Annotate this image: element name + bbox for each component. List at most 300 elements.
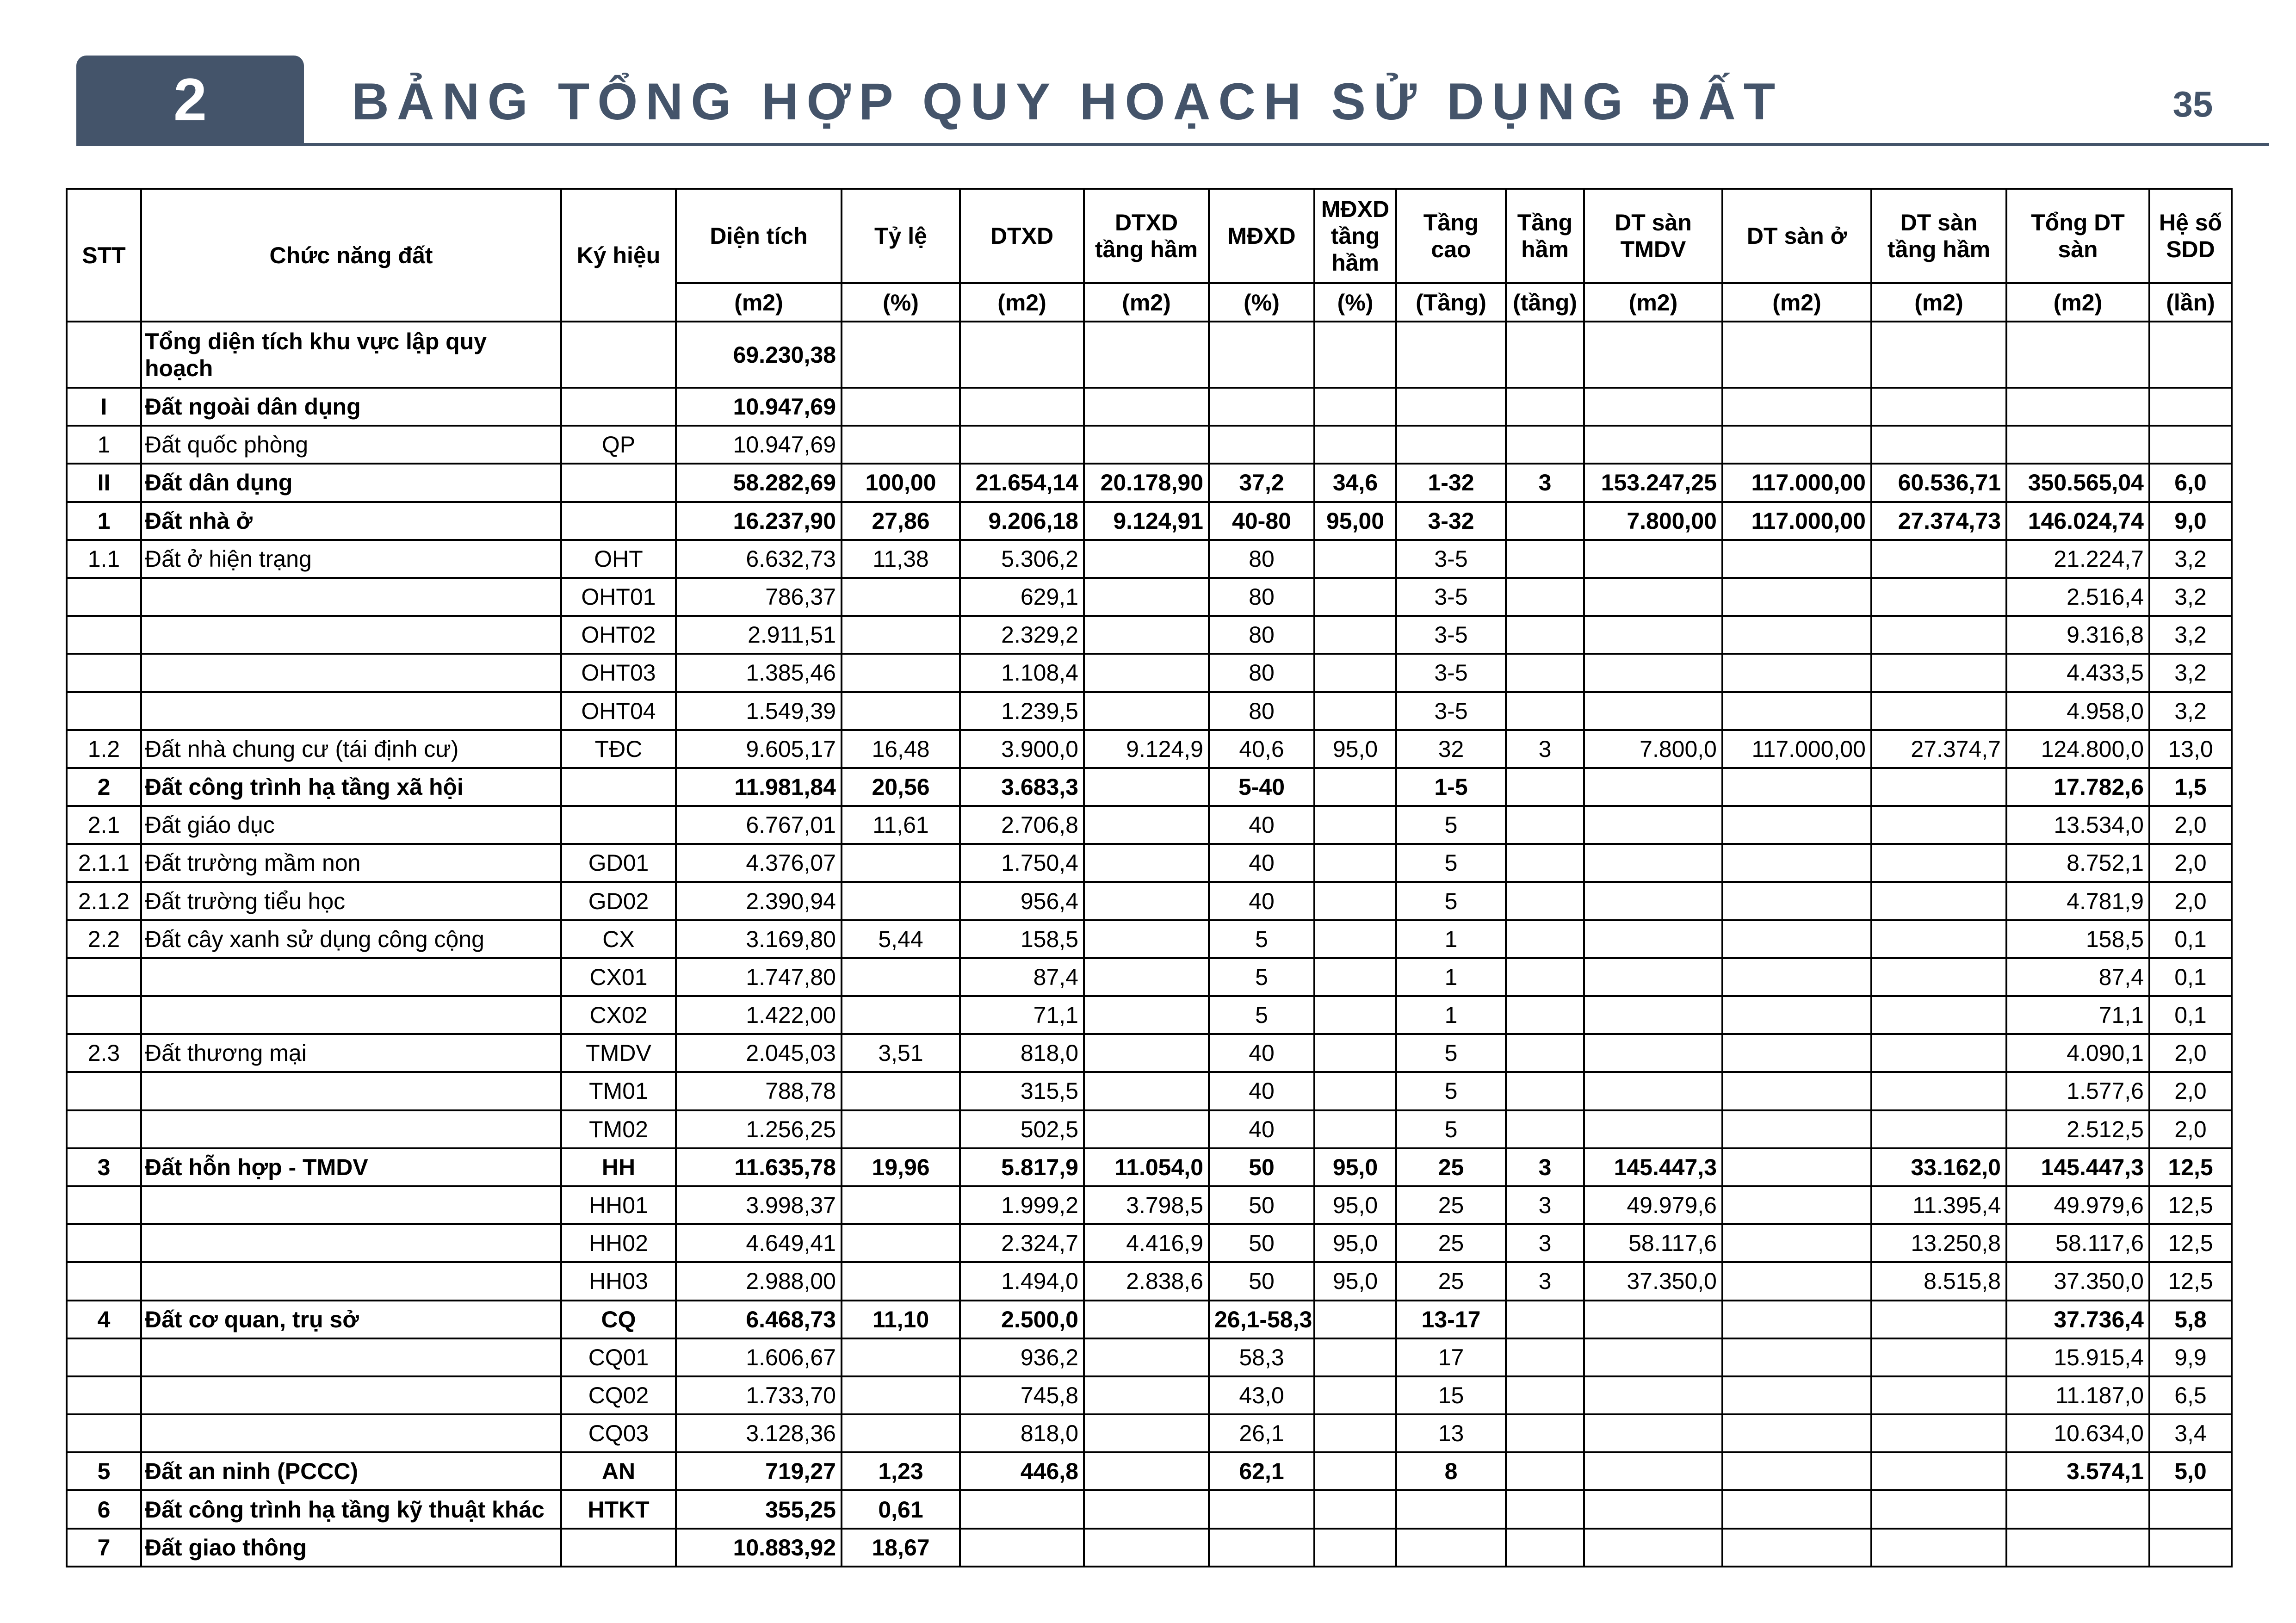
basement-floors-cell [1506, 1301, 1584, 1338]
dtxd-basement-cell [1084, 958, 1209, 996]
area-cell: 719,27 [676, 1452, 842, 1490]
stt-cell [67, 958, 141, 996]
stt-cell: II [67, 464, 141, 502]
unit-dtxd-basement: (m2) [1084, 283, 1209, 322]
ratio-cell [842, 1072, 960, 1110]
unit-floor-area-residential: (m2) [1722, 283, 1871, 322]
col-header-floors: Tầng cao [1396, 189, 1506, 283]
dtxd-basement-cell [1084, 1452, 1209, 1490]
basement-floors-cell [1506, 768, 1584, 806]
col-header-stt: STT [67, 189, 141, 322]
mdxd-basement-cell: 95,0 [1314, 1262, 1396, 1300]
ratio-cell: 19,96 [842, 1148, 960, 1186]
dtxd-cell: 5.306,2 [960, 540, 1084, 578]
function-cell: Đất công trình hạ tầng kỹ thuật khác [141, 1490, 561, 1528]
dtxd-basement-cell: 20.178,90 [1084, 464, 1209, 502]
unit-area: (m2) [676, 283, 842, 322]
mdxd-cell: 5 [1209, 920, 1314, 958]
floor-area-commercial-cell: 49.979,6 [1584, 1186, 1722, 1224]
area-cell: 1.747,80 [676, 958, 842, 996]
land-use-table [66, 188, 2233, 1567]
mdxd-cell: 40 [1209, 806, 1314, 844]
dtxd-cell [960, 388, 1084, 426]
col-header-dtxd-basement: DTXD tầng hầm [1084, 189, 1209, 283]
mdxd-cell: 40 [1209, 882, 1314, 920]
floor-area-residential-cell [1722, 322, 1871, 388]
code-cell: AN [561, 1452, 676, 1490]
floors-cell: 3-5 [1396, 616, 1506, 654]
area-cell: 1.256,25 [676, 1110, 842, 1148]
mdxd-basement-cell [1314, 920, 1396, 958]
floors-cell: 5 [1396, 882, 1506, 920]
area-cell: 10.947,69 [676, 388, 842, 426]
dtxd-basement-cell [1084, 1376, 1209, 1414]
function-cell [141, 1376, 561, 1414]
floors-cell: 5 [1396, 806, 1506, 844]
function-cell [141, 996, 561, 1034]
dtxd-cell: 2.500,0 [960, 1301, 1084, 1338]
ratio-cell: 5,44 [842, 920, 960, 958]
total-floor-area-cell: 15.915,4 [2006, 1338, 2149, 1376]
floors-cell: 1-5 [1396, 768, 1506, 806]
area-cell: 6.468,73 [676, 1301, 842, 1338]
col-header-ratio: Tỷ lệ [842, 189, 960, 283]
floor-area-residential-cell [1722, 1338, 1871, 1376]
stt-cell: 3 [67, 1148, 141, 1186]
code-cell [561, 322, 676, 388]
code-cell: CQ03 [561, 1414, 676, 1452]
basement-floors-cell [1506, 1529, 1584, 1567]
floors-cell: 25 [1396, 1148, 1506, 1186]
mdxd-basement-cell [1314, 1376, 1396, 1414]
basement-floors-cell [1506, 1034, 1584, 1072]
table-row [67, 322, 2232, 388]
mdxd-basement-cell [1314, 692, 1396, 730]
floor-area-commercial-cell: 58.117,6 [1584, 1224, 1722, 1262]
code-cell: GD02 [561, 882, 676, 920]
code-cell: HH03 [561, 1262, 676, 1300]
floor-area-commercial-cell [1584, 768, 1722, 806]
mdxd-basement-cell [1314, 1452, 1396, 1490]
floor-area-commercial-cell [1584, 1338, 1722, 1376]
table-body [67, 322, 2232, 1567]
floor-area-residential-cell [1722, 1529, 1871, 1567]
unit-floor-area-basement: (m2) [1871, 283, 2006, 322]
floor-area-commercial-cell [1584, 654, 1722, 692]
code-cell: TM02 [561, 1110, 676, 1148]
table-row [67, 958, 2232, 996]
area-cell: 58.282,69 [676, 464, 842, 502]
mdxd-cell: 40 [1209, 844, 1314, 882]
mdxd-cell: 50 [1209, 1148, 1314, 1186]
section-number-badge [76, 56, 304, 143]
far-cell: 12,5 [2149, 1262, 2232, 1300]
far-cell: 2,0 [2149, 1034, 2232, 1072]
floors-cell: 17 [1396, 1338, 1506, 1376]
unit-mdxd: (%) [1209, 283, 1314, 322]
col-header-mdxd-basement: MĐXD tầng hầm [1314, 189, 1396, 283]
ratio-cell: 16,48 [842, 730, 960, 768]
floor-area-basement-cell: 60.536,71 [1871, 464, 2006, 502]
floor-area-residential-cell [1722, 882, 1871, 920]
floor-area-residential-cell [1722, 654, 1871, 692]
code-cell [561, 464, 676, 502]
stt-cell: 7 [67, 1529, 141, 1567]
table-header-row [67, 189, 2232, 283]
table-row [67, 882, 2232, 920]
code-cell: HTKT [561, 1490, 676, 1528]
code-cell: CQ [561, 1301, 676, 1338]
floor-area-residential-cell [1722, 1148, 1871, 1186]
table-row [67, 1224, 2232, 1262]
floor-area-commercial-cell [1584, 1072, 1722, 1110]
floors-cell: 5 [1396, 1072, 1506, 1110]
stt-cell: 2 [67, 768, 141, 806]
table-row [67, 616, 2232, 654]
basement-floors-cell: 3 [1506, 730, 1584, 768]
mdxd-cell: 58,3 [1209, 1338, 1314, 1376]
unit-floors: (Tầng) [1396, 283, 1506, 322]
table-row [67, 654, 2232, 692]
floor-area-basement-cell [1871, 920, 2006, 958]
table-row [67, 1186, 2232, 1224]
table-row [67, 1034, 2232, 1072]
ratio-cell [842, 1110, 960, 1148]
total-floor-area-cell: 4.090,1 [2006, 1034, 2149, 1072]
dtxd-cell: 1.999,2 [960, 1186, 1084, 1224]
mdxd-basement-cell: 34,6 [1314, 464, 1396, 502]
far-cell [2149, 388, 2232, 426]
dtxd-cell: 71,1 [960, 996, 1084, 1034]
basement-floors-cell [1506, 426, 1584, 464]
floor-area-basement-cell [1871, 654, 2006, 692]
ratio-cell: 18,67 [842, 1529, 960, 1567]
floor-area-basement-cell [1871, 540, 2006, 578]
mdxd-cell [1209, 388, 1314, 426]
floor-area-commercial-cell [1584, 322, 1722, 388]
ratio-cell: 20,56 [842, 768, 960, 806]
mdxd-basement-cell: 95,0 [1314, 730, 1396, 768]
code-cell [561, 1529, 676, 1567]
floor-area-commercial-cell [1584, 844, 1722, 882]
floor-area-commercial-cell: 7.800,0 [1584, 730, 1722, 768]
mdxd-cell: 40,6 [1209, 730, 1314, 768]
code-cell: OHT02 [561, 616, 676, 654]
floor-area-basement-cell [1871, 1338, 2006, 1376]
code-cell: HH02 [561, 1224, 676, 1262]
stt-cell: 2.1.2 [67, 882, 141, 920]
stt-cell: 2.3 [67, 1034, 141, 1072]
floor-area-basement-cell [1871, 1376, 2006, 1414]
floor-area-commercial-cell: 153.247,25 [1584, 464, 1722, 502]
area-cell: 1.422,00 [676, 996, 842, 1034]
floor-area-commercial-cell [1584, 958, 1722, 996]
total-floor-area-cell: 2.512,5 [2006, 1110, 2149, 1148]
ratio-cell [842, 1376, 960, 1414]
dtxd-basement-cell [1084, 1110, 1209, 1148]
dtxd-cell: 2.329,2 [960, 616, 1084, 654]
dtxd-basement-cell: 9.124,91 [1084, 502, 1209, 540]
total-floor-area-cell: 87,4 [2006, 958, 2149, 996]
floor-area-basement-cell [1871, 806, 2006, 844]
floor-area-basement-cell [1871, 322, 2006, 388]
floors-cell: 25 [1396, 1186, 1506, 1224]
floor-area-residential-cell [1722, 1110, 1871, 1148]
ratio-cell: 11,38 [842, 540, 960, 578]
total-floor-area-cell [2006, 322, 2149, 388]
far-cell: 9,0 [2149, 502, 2232, 540]
mdxd-cell: 37,2 [1209, 464, 1314, 502]
dtxd-basement-cell [1084, 768, 1209, 806]
mdxd-basement-cell [1314, 1034, 1396, 1072]
floor-area-commercial-cell [1584, 692, 1722, 730]
dtxd-cell: 629,1 [960, 578, 1084, 616]
stt-cell [67, 1110, 141, 1148]
code-cell: CQ02 [561, 1376, 676, 1414]
col-header-far: Hệ số SDD [2149, 189, 2232, 283]
table-row [67, 730, 2232, 768]
total-floor-area-cell: 21.224,7 [2006, 540, 2149, 578]
floors-cell [1396, 388, 1506, 426]
far-cell [2149, 1529, 2232, 1567]
basement-floors-cell: 3 [1506, 464, 1584, 502]
mdxd-basement-cell [1314, 958, 1396, 996]
function-cell [141, 958, 561, 996]
area-cell: 3.998,37 [676, 1186, 842, 1224]
total-floor-area-cell: 4.781,9 [2006, 882, 2149, 920]
code-cell: HH [561, 1148, 676, 1186]
function-cell [141, 1338, 561, 1376]
unit-basement-floors: (tầng) [1506, 283, 1584, 322]
basement-floors-cell [1506, 1338, 1584, 1376]
floor-area-basement-cell [1871, 388, 2006, 426]
stt-cell: 1.1 [67, 540, 141, 578]
total-floor-area-cell [2006, 388, 2149, 426]
area-cell: 6.632,73 [676, 540, 842, 578]
ratio-cell [842, 1224, 960, 1262]
unit-mdxd-basement: (%) [1314, 283, 1396, 322]
floors-cell: 1-32 [1396, 464, 1506, 502]
col-header-dtxd: DTXD [960, 189, 1084, 283]
basement-floors-cell [1506, 844, 1584, 882]
col-header-code: Ký hiệu [561, 189, 676, 322]
floor-area-basement-cell: 11.395,4 [1871, 1186, 2006, 1224]
table-row [67, 844, 2232, 882]
code-cell: CX01 [561, 958, 676, 996]
far-cell: 2,0 [2149, 1072, 2232, 1110]
code-cell: TĐC [561, 730, 676, 768]
dtxd-cell: 1.108,4 [960, 654, 1084, 692]
dtxd-basement-cell [1084, 1034, 1209, 1072]
area-cell: 2.911,51 [676, 616, 842, 654]
far-cell: 13,0 [2149, 730, 2232, 768]
area-cell: 10.947,69 [676, 426, 842, 464]
floor-area-commercial-cell [1584, 920, 1722, 958]
floor-area-basement-cell [1871, 1034, 2006, 1072]
total-floor-area-cell: 2.516,4 [2006, 578, 2149, 616]
ratio-cell [842, 616, 960, 654]
mdxd-basement-cell [1314, 1110, 1396, 1148]
total-floor-area-cell: 1.577,6 [2006, 1072, 2149, 1110]
table-row [67, 1376, 2232, 1414]
floor-area-commercial-cell: 37.350,0 [1584, 1262, 1722, 1300]
function-cell: Đất giao thông [141, 1529, 561, 1567]
dtxd-basement-cell [1084, 806, 1209, 844]
code-cell: OHT [561, 540, 676, 578]
far-cell: 3,2 [2149, 692, 2232, 730]
total-floor-area-cell: 11.187,0 [2006, 1376, 2149, 1414]
table-row [67, 1301, 2232, 1338]
basement-floors-cell [1506, 654, 1584, 692]
dtxd-basement-cell [1084, 1414, 1209, 1452]
floor-area-residential-cell [1722, 1452, 1871, 1490]
mdxd-cell: 43,0 [1209, 1376, 1314, 1414]
total-floor-area-cell: 4.958,0 [2006, 692, 2149, 730]
total-floor-area-cell [2006, 1529, 2149, 1567]
dtxd-basement-cell [1084, 1490, 1209, 1528]
floor-area-basement-cell: 8.515,8 [1871, 1262, 2006, 1300]
table-row [67, 1072, 2232, 1110]
basement-floors-cell [1506, 1490, 1584, 1528]
floor-area-basement-cell [1871, 958, 2006, 996]
basement-floors-cell [1506, 616, 1584, 654]
function-cell: Đất ngoài dân dụng [141, 388, 561, 426]
area-cell: 9.605,17 [676, 730, 842, 768]
floor-area-residential-cell [1722, 616, 1871, 654]
floor-area-basement-cell [1871, 616, 2006, 654]
code-cell [561, 806, 676, 844]
floor-area-residential-cell [1722, 1376, 1871, 1414]
floor-area-residential-cell [1722, 1490, 1871, 1528]
dtxd-cell: 5.817,9 [960, 1148, 1084, 1186]
dtxd-cell: 9.206,18 [960, 502, 1084, 540]
dtxd-basement-cell [1084, 1072, 1209, 1110]
floor-area-basement-cell [1871, 1301, 2006, 1338]
total-floor-area-cell: 37.736,4 [2006, 1301, 2149, 1338]
header-divider [76, 143, 2269, 146]
unit-floor-area-commercial: (m2) [1584, 283, 1722, 322]
dtxd-basement-cell [1084, 322, 1209, 388]
mdxd-cell: 80 [1209, 654, 1314, 692]
page-number: 35 [2172, 84, 2213, 124]
mdxd-basement-cell [1314, 806, 1396, 844]
code-cell: CQ01 [561, 1338, 676, 1376]
floor-area-commercial-cell [1584, 996, 1722, 1034]
floor-area-residential-cell: 117.000,00 [1722, 730, 1871, 768]
floor-area-residential-cell [1722, 1186, 1871, 1224]
mdxd-cell: 5 [1209, 996, 1314, 1034]
floor-area-basement-cell: 33.162,0 [1871, 1148, 2006, 1186]
table-row [67, 1414, 2232, 1452]
mdxd-cell: 62,1 [1209, 1452, 1314, 1490]
floors-cell: 5 [1396, 1110, 1506, 1148]
mdxd-basement-cell [1314, 882, 1396, 920]
stt-cell [67, 1072, 141, 1110]
table-row [67, 388, 2232, 426]
area-cell: 4.376,07 [676, 844, 842, 882]
table-row [67, 540, 2232, 578]
floors-cell: 1 [1396, 996, 1506, 1034]
mdxd-basement-cell [1314, 1529, 1396, 1567]
dtxd-basement-cell [1084, 426, 1209, 464]
far-cell: 2,0 [2149, 844, 2232, 882]
far-cell: 5,0 [2149, 1452, 2232, 1490]
floor-area-residential-cell [1722, 1414, 1871, 1452]
basement-floors-cell [1506, 388, 1584, 426]
dtxd-cell: 1.494,0 [960, 1262, 1084, 1300]
ratio-cell [842, 388, 960, 426]
function-cell: Đất cơ quan, trụ sở [141, 1301, 561, 1338]
function-cell: Đất công trình hạ tầng xã hội [141, 768, 561, 806]
floor-area-commercial-cell [1584, 388, 1722, 426]
total-floor-area-cell: 146.024,74 [2006, 502, 2149, 540]
function-cell: Đất giáo dục [141, 806, 561, 844]
floor-area-commercial-cell [1584, 882, 1722, 920]
mdxd-cell: 40 [1209, 1110, 1314, 1148]
far-cell: 5,8 [2149, 1301, 2232, 1338]
floor-area-basement-cell [1871, 1072, 2006, 1110]
floor-area-commercial-cell [1584, 1414, 1722, 1452]
ratio-cell [842, 578, 960, 616]
total-floor-area-cell: 350.565,04 [2006, 464, 2149, 502]
dtxd-cell: 2.324,7 [960, 1224, 1084, 1262]
unit-dtxd: (m2) [960, 283, 1084, 322]
table-row [67, 1148, 2232, 1186]
dtxd-cell: 745,8 [960, 1376, 1084, 1414]
stt-cell [67, 1338, 141, 1376]
area-cell: 16.237,90 [676, 502, 842, 540]
basement-floors-cell [1506, 1072, 1584, 1110]
basement-floors-cell: 3 [1506, 1148, 1584, 1186]
dtxd-basement-cell [1084, 844, 1209, 882]
total-floor-area-cell: 158,5 [2006, 920, 2149, 958]
floor-area-residential-cell [1722, 578, 1871, 616]
far-cell: 3,4 [2149, 1414, 2232, 1452]
basement-floors-cell [1506, 1452, 1584, 1490]
mdxd-cell: 5-40 [1209, 768, 1314, 806]
floor-area-residential-cell [1722, 692, 1871, 730]
function-cell [141, 1414, 561, 1452]
floor-area-commercial-cell [1584, 616, 1722, 654]
table-row [67, 426, 2232, 464]
floor-area-commercial-cell [1584, 1110, 1722, 1148]
ratio-cell [842, 958, 960, 996]
dtxd-cell [960, 426, 1084, 464]
section-number: 2 [173, 66, 207, 133]
stt-cell [67, 1186, 141, 1224]
far-cell: 2,0 [2149, 806, 2232, 844]
dtxd-basement-cell [1084, 692, 1209, 730]
mdxd-basement-cell [1314, 540, 1396, 578]
floors-cell: 13 [1396, 1414, 1506, 1452]
ratio-cell [842, 844, 960, 882]
code-cell [561, 768, 676, 806]
code-cell: HH01 [561, 1186, 676, 1224]
table-row [67, 768, 2232, 806]
floors-cell: 1 [1396, 920, 1506, 958]
floors-cell: 5 [1396, 844, 1506, 882]
function-cell [141, 578, 561, 616]
function-cell [141, 616, 561, 654]
stt-cell: 2.2 [67, 920, 141, 958]
floor-area-residential-cell [1722, 1301, 1871, 1338]
area-cell: 2.390,94 [676, 882, 842, 920]
mdxd-basement-cell: 95,0 [1314, 1148, 1396, 1186]
floor-area-commercial-cell [1584, 1529, 1722, 1567]
code-cell: OHT04 [561, 692, 676, 730]
floor-area-residential-cell [1722, 1262, 1871, 1300]
mdxd-cell: 80 [1209, 616, 1314, 654]
